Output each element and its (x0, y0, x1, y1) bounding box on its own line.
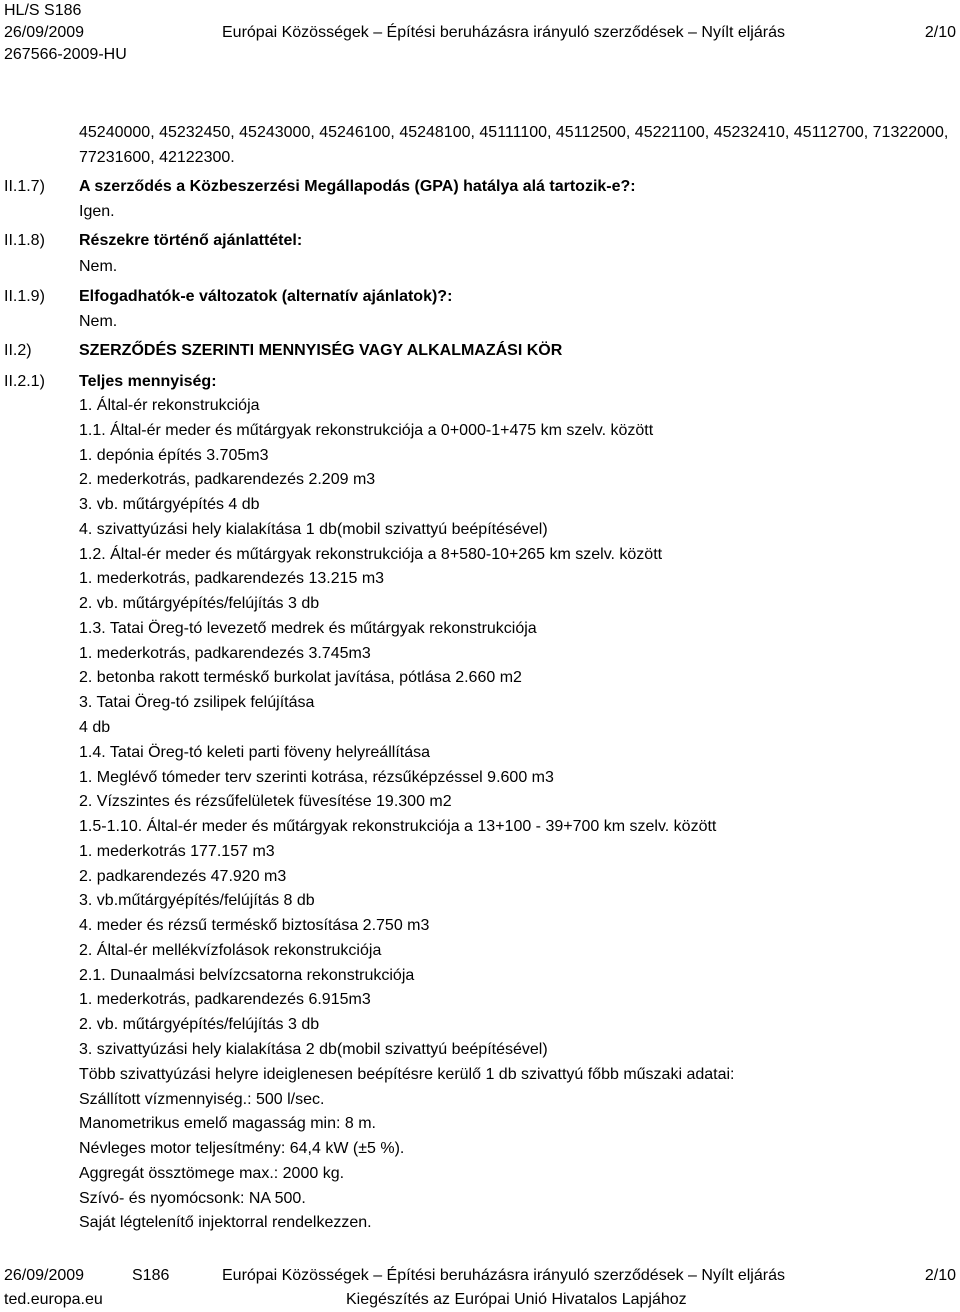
header-ref: 267566-2009-HU (4, 46, 127, 63)
header-title: Európai Közösségek – Építési beruházásra irányuló szerződések – Nyílt eljárás (222, 24, 785, 41)
section-heading: Teljes mennyiség: (79, 373, 217, 390)
quantity-line: 1.5-1.10. Által-ér meder és műtárgyak rekonstrukciója a 13+100 - 39+700 km szelv. között (79, 818, 717, 836)
quantity-line: 1.1. Által-ér meder és műtárgyak rekonstrukciója a 0+000-1+475 km szelv. között (79, 421, 654, 439)
cpv-codes: 45240000, 45232450, 45243000, 45246100, 45248100, 45111100, 45112500, 45221100, 45232410, 45112700, 71322000, 77231600, 42122300. (79, 124, 949, 166)
quantity-line: 1. Által-ér rekonstrukciója (79, 397, 260, 414)
footer-subtitle: Kiegészítés az Európai Unió Hivatalos Lapjához (346, 1291, 687, 1308)
quantity-line: 3. szivattyúzási hely kialakítása 2 db(mobil szivattyú beépítésével) (79, 1041, 548, 1059)
quantity-line: 1.2. Által-ér meder és műtárgyak rekonstrukciója a 8+580-10+265 km szelv. között (79, 545, 663, 563)
section-value: Nem. (79, 313, 118, 330)
section-label: II.1.7) (4, 178, 45, 195)
quantity-line: Több szivattyúzási helyre ideiglenesen beépítésre kerülő 1 db szivattyú főbb műszaki adatai: (79, 1065, 735, 1083)
section-label: II.1.8) (4, 232, 45, 249)
section-value: Igen. (79, 203, 115, 220)
quantity-line: 2. mederkotrás, padkarendezés 2.209 m3 (79, 471, 376, 489)
quantity-line: Aggregát össztömege max.: 2000 kg. (79, 1164, 345, 1182)
quantity-line: 2. Vízszintes és rézsűfelületek füvesítése 19.300 m2 (79, 793, 452, 811)
footer-page: 2/10 (924, 1267, 956, 1284)
footer-title: Európai Közösségek – Építési beruházásra irányuló szerződések – Nyílt eljárás (222, 1267, 785, 1284)
quantity-line: 3. vb. műtárgyépítés 4 db (79, 496, 260, 514)
footer-date: 26/09/2009 (4, 1267, 85, 1284)
quantity-line: Szívó- és nyomócsonk: NA 500. (79, 1189, 306, 1207)
section-heading: Elfogadhatók-e változatok (alternatív ajánlatok)?: (79, 288, 453, 305)
section-label: II.2) (4, 342, 32, 359)
quantity-line: 2. padkarendezés 47.920 m3 (79, 867, 287, 885)
quantity-line: 3. vb.műtárgyépítés/felújítás 8 db (79, 892, 315, 910)
quantity-line: 4 db (79, 719, 111, 736)
section-label: II.1.9) (4, 288, 45, 305)
section-label: II.2.1) (4, 373, 45, 390)
quantity-line: 1. mederkotrás, padkarendezés 13.215 m3 (79, 570, 385, 588)
quantity-line: Szállított vízmennyiség.: 500 l/sec. (79, 1090, 325, 1108)
quantity-line: 2.1. Dunaalmási belvízcsatorna rekonstrukciója (79, 966, 415, 984)
quantity-line: 4. szivattyúzási hely kialakítása 1 db(mobil szivattyú beépítésével) (79, 520, 548, 538)
section-heading: Részekre történő ajánlattétel: (79, 232, 303, 249)
quantity-line: 2. vb. műtárgyépítés/felújítás 3 db (79, 595, 320, 613)
header-series: HL/S S186 (4, 2, 82, 19)
quantity-line: 1. depónia építés 3.705m3 (79, 446, 269, 464)
quantity-line: 2. Által-ér mellékvízfolások rekonstrukciója (79, 941, 382, 959)
quantity-line: Névleges motor teljesítmény: 64,4 kW (±5 %). (79, 1140, 405, 1158)
quantity-line: 1.3. Tatai Öreg-tó levezető medrek és műtárgyak rekonstrukciója (79, 619, 537, 637)
quantity-line: 1.4. Tatai Öreg-tó keleti parti föveny helyreállítása (79, 743, 430, 761)
quantity-line: 2. vb. műtárgyépítés/felújítás 3 db (79, 1016, 320, 1034)
quantity-line: 1. Meglévő tómeder terv szerinti kotrása, rézsűképzéssel 9.600 m3 (79, 768, 554, 786)
header-page: 2/10 (924, 24, 956, 41)
footer-site: ted.europa.eu (4, 1291, 103, 1308)
section-heading: SZERZŐDÉS SZERINTI MENNYISÉG VAGY ALKALMAZÁSI KÖR (79, 342, 563, 359)
quantity-line: 3. Tatai Öreg-tó zsilipek felújítása (79, 694, 315, 712)
quantity-line: Saját légtelenítő injektorral rendelkezzen. (79, 1214, 372, 1232)
page-header (4, 0, 956, 66)
quantity-line: 1. mederkotrás 177.157 m3 (79, 842, 275, 860)
quantity-line: Manometrikus emelő magasság min: 8 m. (79, 1115, 376, 1133)
footer-series: S186 (132, 1267, 170, 1284)
quantity-line: 1. mederkotrás, padkarendezés 6.915m3 (79, 991, 371, 1009)
quantity-line: 2. betonba rakott terméskő burkolat javítása, pótlása 2.660 m2 (79, 669, 522, 687)
quantity-line: 1. mederkotrás, padkarendezés 3.745m3 (79, 644, 371, 662)
header-date: 26/09/2009 (4, 24, 85, 41)
section-heading: A szerződés a Közbeszerzési Megállapodás (GPA) hatálya alá tartozik-e?: (79, 178, 636, 195)
section-value: Nem. (79, 258, 118, 275)
quantity-line: 4. meder és rézsű terméskő biztosítása 2.750 m3 (79, 917, 430, 935)
page-footer (4, 1264, 956, 1312)
